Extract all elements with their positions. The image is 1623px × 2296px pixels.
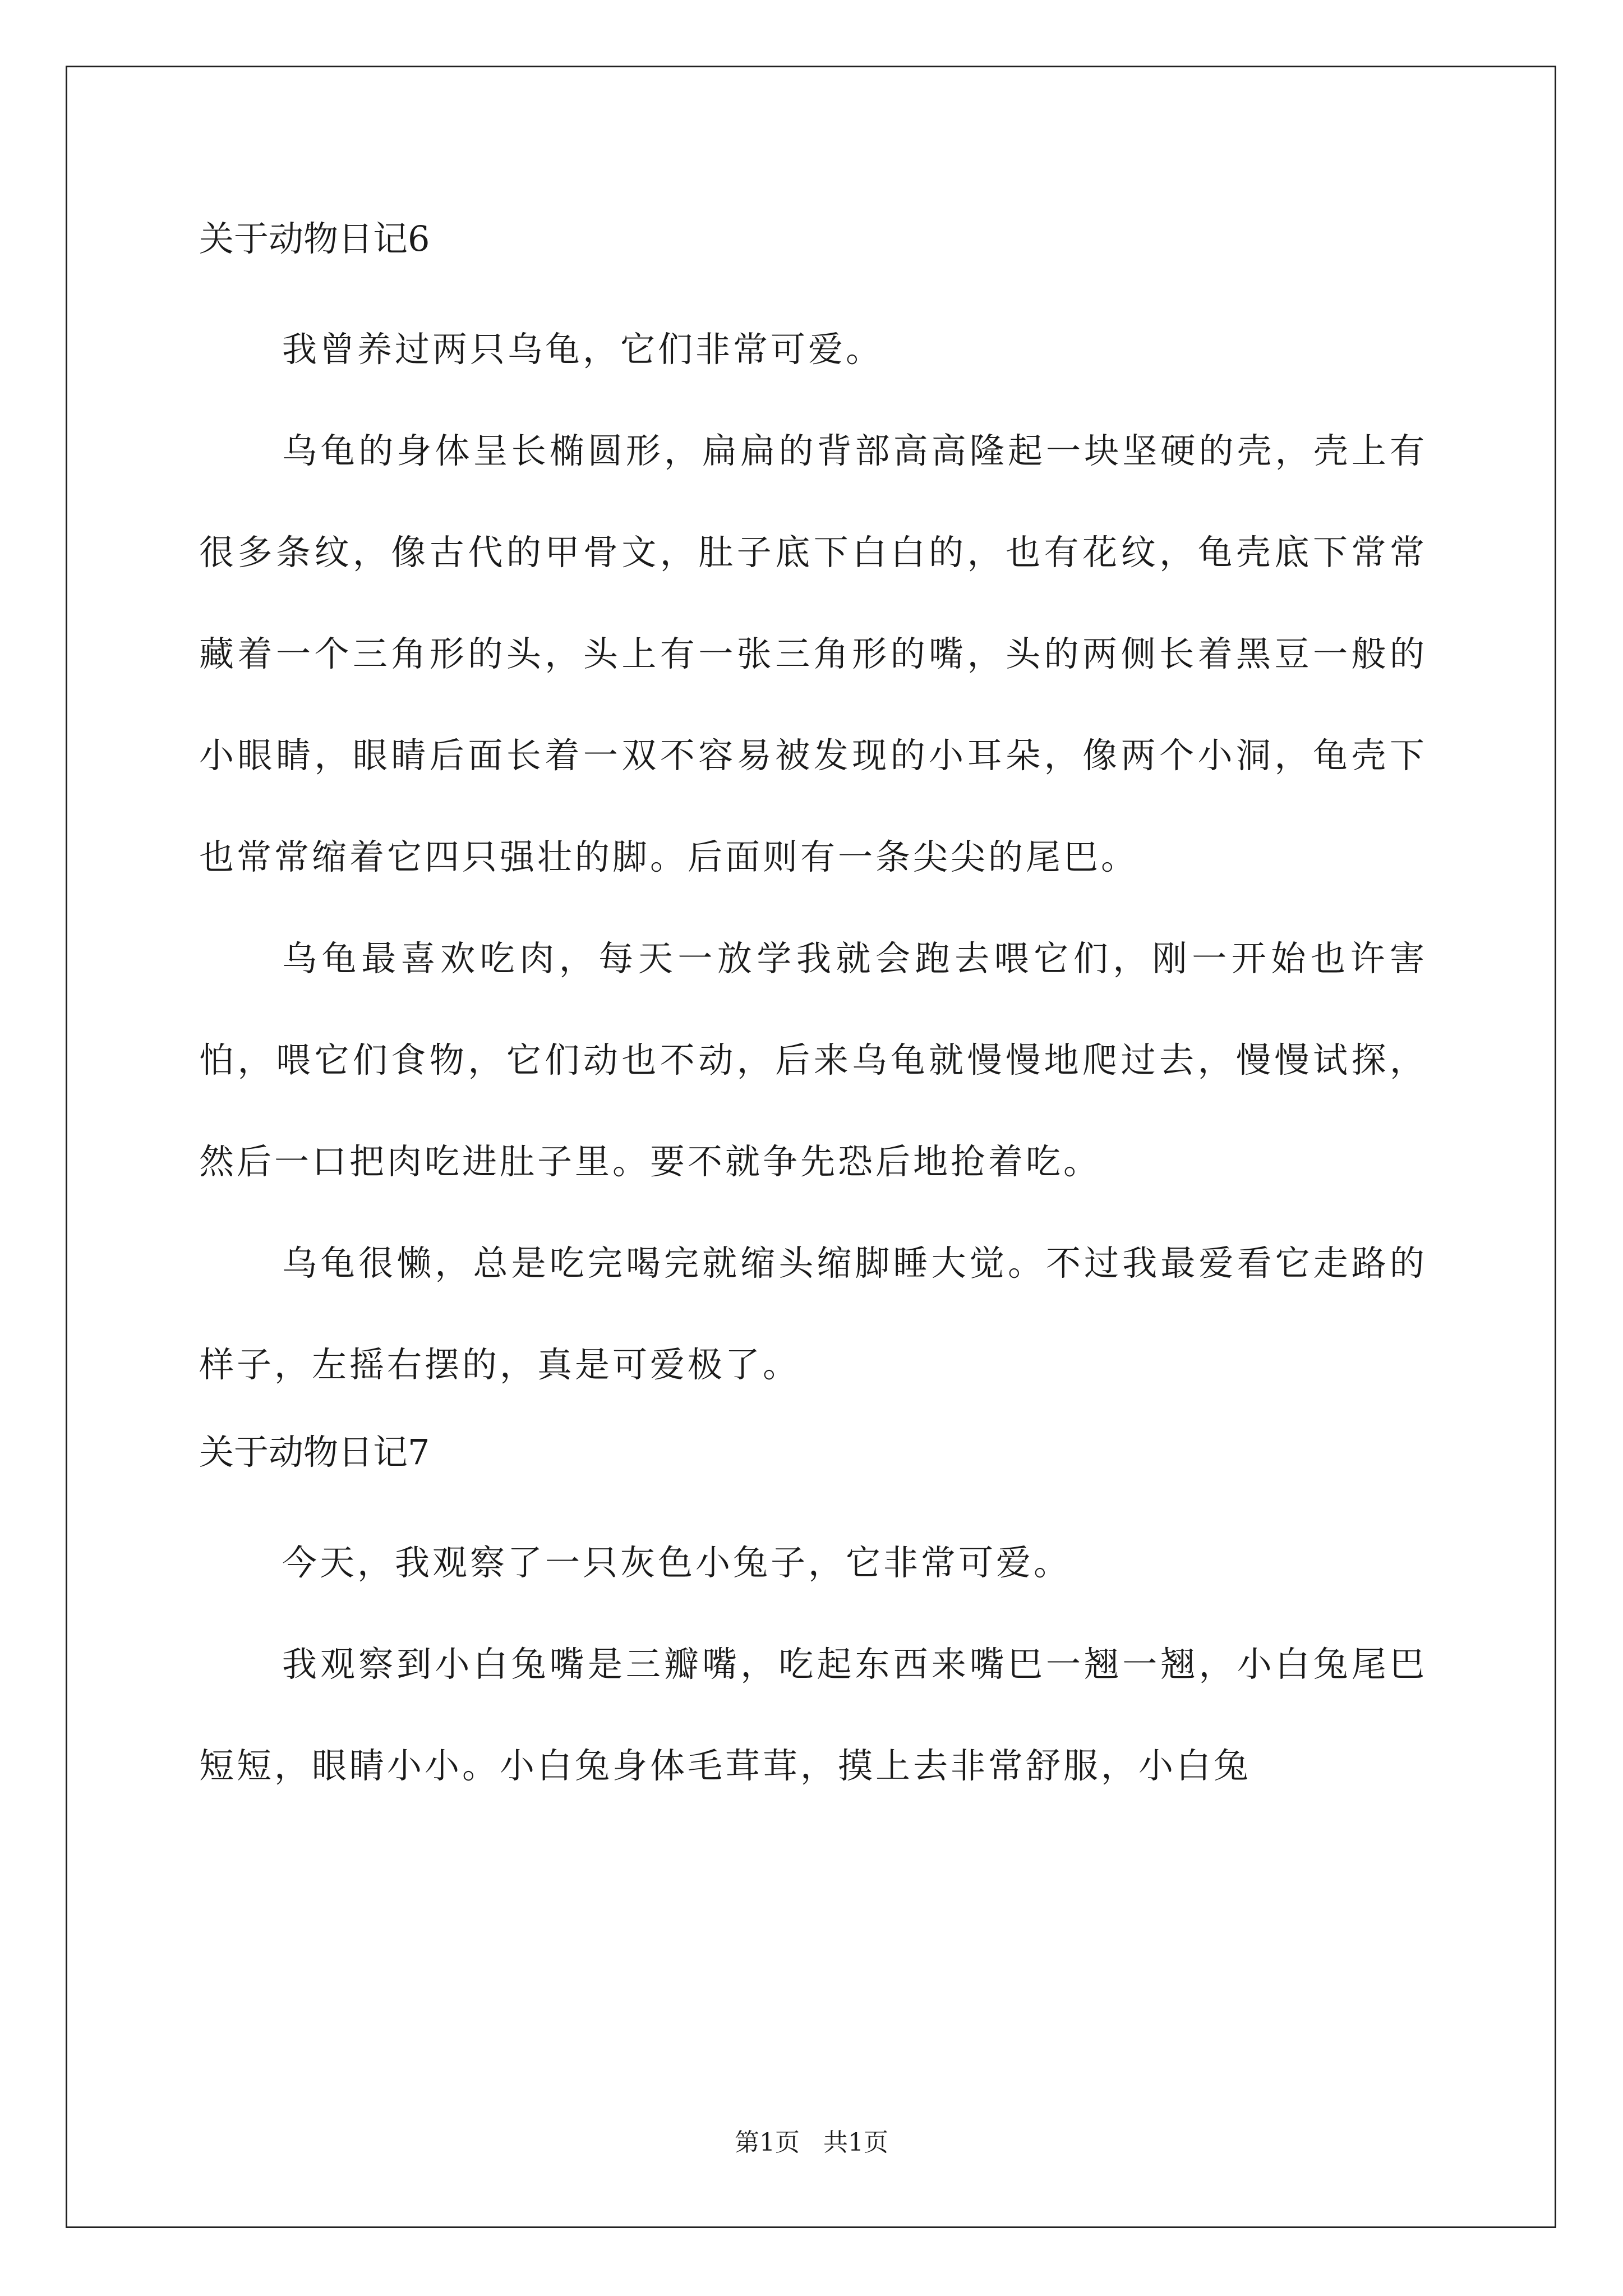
paragraph: 今天，我观察了一只灰色小兔子，它非常可爱。 bbox=[282, 1542, 1072, 1583]
section-title: 关于动物日记7 bbox=[199, 1432, 430, 1473]
paragraph: 我观察到小白兔嘴是三瓣嘴，吃起东西来嘴巴一翘一翘，小白兔尾巴短短，眼睛小小。小白兔身体毛茸茸，摸上去非常舒服，小白兔 bbox=[199, 1644, 1427, 1786]
paragraph: 乌龟很懒，总是吃完喝完就缩头缩脚睡大觉。不过我最爱看它走路的样子，左摇右摆的，真是可爱极了。 bbox=[199, 1243, 1427, 1385]
section-title: 关于动物日记6 bbox=[199, 218, 430, 259]
paragraph: 乌龟最喜欢吃肉，每天一放学我就会跑去喂它们，刚一开始也许害怕，喂它们食物，它们动也不动，后来乌龟就慢慢地爬过去，慢慢试探，然后一口把肉吃进肚子里。要不就争先恐后地抢着吃。 bbox=[199, 938, 1427, 1182]
document-body bbox=[199, 213, 1427, 1816]
page-footer: 第1页 共1页 bbox=[735, 2128, 888, 2157]
paragraph: 乌龟的身体呈长椭圆形，扁扁的背部高高隆起一块坚硬的壳，壳上有很多条纹，像古代的甲骨文，肚子底下白白的，也有花纹，龟壳底下常常藏着一个三角形的头，头上有一张三角形的嘴，头的两侧长着黑豆一般的小眼睛，眼睛后面长着一双不容易被发现的小耳朵，像两个小洞，龟壳下也常常缩着它四只强壮的脚。后面则有一条尖尖的尾巴。 bbox=[199, 430, 1427, 877]
paragraph: 我曾养过两只乌龟，它们非常可爱。 bbox=[282, 329, 884, 370]
